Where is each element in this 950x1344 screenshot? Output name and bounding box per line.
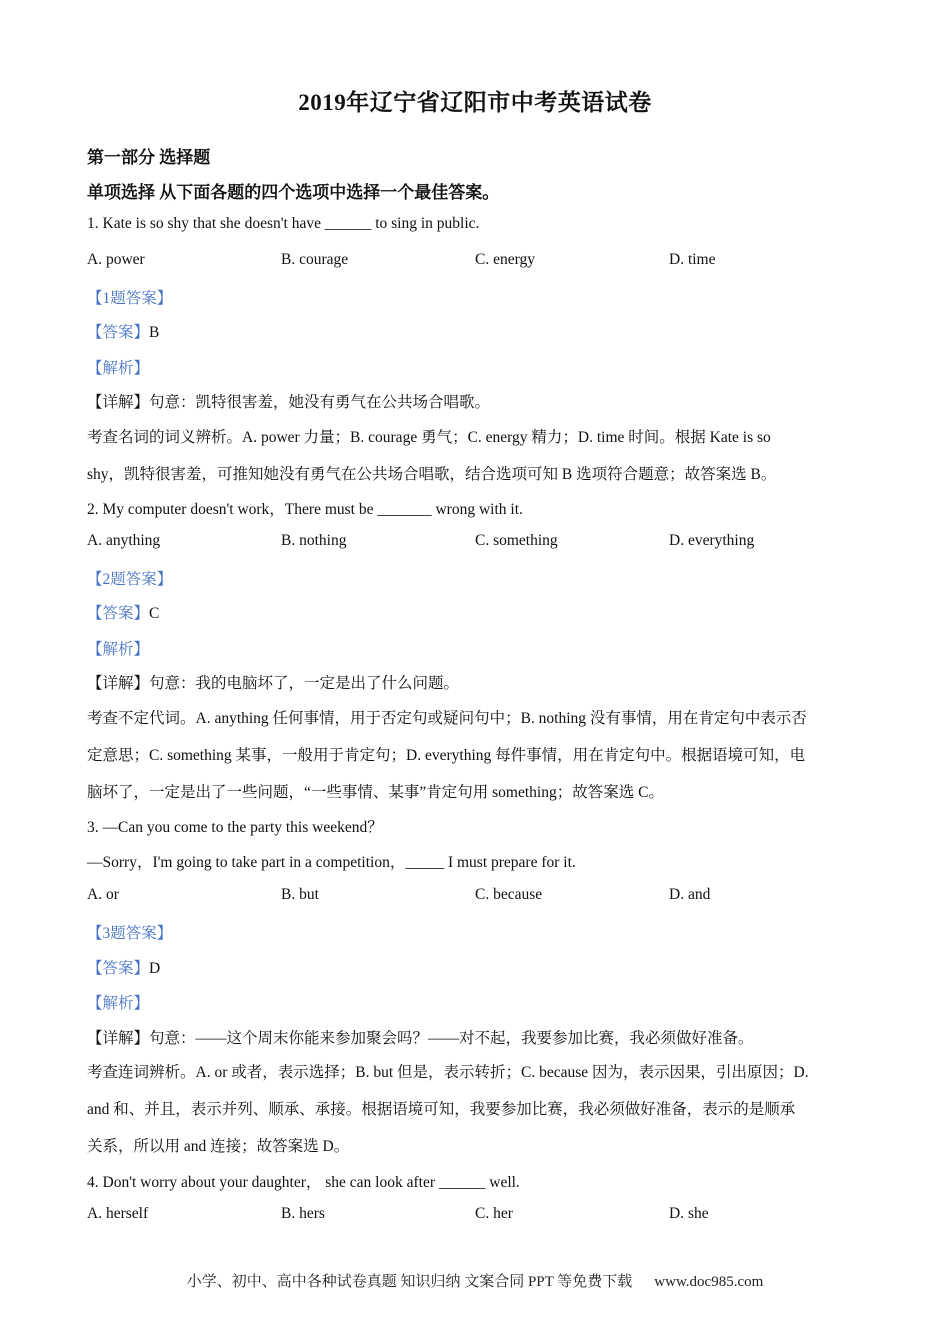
question-3-options — [87, 886, 867, 908]
answer-tag: 【答案】 — [87, 324, 150, 341]
question-3-analysis: 【解析】 — [87, 995, 150, 1012]
answer-tag: 【答案】 — [87, 605, 150, 622]
answer-value: B — [149, 324, 160, 341]
detail-text: 句意：——这个周末你能来参加聚会吗？——对不起，我要参加比赛，我必须做好准备。 — [149, 1030, 754, 1047]
answer-value: D — [149, 960, 161, 977]
option-a: A. power — [87, 251, 145, 268]
option-a: A. or — [87, 886, 119, 903]
question-4-stem: 4. Don't worry about your daughter， she can look after ______ well. — [87, 1174, 520, 1191]
detail-text: 句意：凯特很害羞，她没有勇气在公共场合唱歌。 — [149, 394, 491, 411]
detail-tag: 【详解】 — [87, 394, 150, 411]
question-1-answer — [87, 320, 159, 342]
footer-text: 小学、初中、高中各种试卷真题 知识归纳 文案合同 PPT 等免费下载 — [186, 1274, 633, 1290]
question-2-answer — [87, 601, 159, 623]
question-2-explain-3: 脑坏了，一定是出了一些问题，“一些事情、某事”肯定句用 something；故答案选 C。 — [87, 784, 664, 801]
question-2-answer-header: 【2题答案】 — [87, 571, 173, 588]
page-footer — [0, 1270, 950, 1291]
question-3-explain-1: 考查连词辨析。A. or 或者，表示选择；B. but 但是，表示转折；C. because 因为，表示因果，引出原因；D. — [87, 1064, 809, 1081]
question-2-detail — [87, 671, 459, 693]
question-3-explain-3: 关系，所以用 and 连接；故答案选 D。 — [87, 1138, 350, 1155]
footer-url[interactable]: www.doc985.com — [654, 1274, 764, 1290]
option-b: B. courage — [281, 251, 349, 268]
question-1-analysis: 【解析】 — [87, 360, 150, 377]
question-3-stem-2: —Sorry，I'm going to take part in a competition，_____ I must prepare for it. — [87, 854, 576, 871]
question-1-stem: 1. Kate is so shy that she doesn't have ______ to sing in public. — [87, 215, 480, 232]
question-2-stem: 2. My computer doesn't work，There must be _______ wrong with it. — [87, 501, 523, 518]
question-1-explain-1: 考查名词的词义辨析。A. power 力量；B. courage 勇气；C. energy 精力；D. time 时间。根据 Kate is so — [87, 429, 771, 446]
option-a: A. anything — [87, 532, 161, 549]
question-2-explain-2: 定意思；C. something 某事，一般用于肯定句；D. everything 每件事情，用在肯定句中。根据语境可知，电 — [87, 747, 806, 764]
question-1-answer-header: 【1题答案】 — [87, 290, 173, 307]
question-2-analysis: 【解析】 — [87, 641, 150, 658]
detail-text: 句意：我的电脑坏了，一定是出了什么问题。 — [149, 675, 460, 692]
option-c: C. because — [475, 886, 543, 903]
section-heading: 单项选择 从下面各题的四个选项中选择一个最佳答案。 — [87, 183, 500, 202]
option-b: B. hers — [281, 1205, 325, 1222]
detail-tag: 【详解】 — [87, 1030, 150, 1047]
question-1-explain-2: shy，凯特很害羞，可推知她没有勇气在公共场合唱歌，结合选项可知 B 选项符合题意；故答案选 B。 — [87, 466, 777, 483]
question-3-answer — [87, 956, 160, 978]
question-2-explain-1: 考查不定代词。A. anything 任何事情，用于否定句或疑问句中；B. nothing 没有事情，用在肯定句中表示否 — [87, 710, 807, 727]
question-2-options — [87, 532, 867, 554]
question-1-options — [87, 251, 867, 273]
option-d: D. everything — [669, 532, 755, 549]
question-3-detail — [87, 1026, 754, 1048]
question-3-answer-header: 【3题答案】 — [87, 925, 173, 942]
option-b: B. but — [281, 886, 319, 903]
question-3-explain-2: and 和、并且，表示并列、顺承、承接。根据语境可知，我要参加比赛，我必须做好准备，表示的是顺承 — [87, 1101, 796, 1118]
option-c: C. her — [475, 1205, 513, 1222]
answer-tag: 【答案】 — [87, 960, 150, 977]
option-d: D. time — [669, 251, 716, 268]
question-4-options — [87, 1205, 867, 1227]
option-d: D. she — [669, 1205, 709, 1222]
option-a: A. herself — [87, 1205, 149, 1222]
option-c: C. energy — [475, 251, 535, 268]
question-1-detail — [87, 390, 490, 412]
detail-tag: 【详解】 — [87, 675, 150, 692]
option-b: B. nothing — [281, 532, 347, 549]
part-heading: 第一部分 选择题 — [87, 148, 211, 167]
page-title: 2019年辽宁省辽阳市中考英语试卷 — [298, 90, 652, 115]
option-d: D. and — [669, 886, 711, 903]
option-c: C. something — [475, 532, 558, 549]
question-3-stem-1: 3. —Can you come to the party this weekend？ — [87, 819, 383, 836]
answer-value: C — [149, 605, 160, 622]
